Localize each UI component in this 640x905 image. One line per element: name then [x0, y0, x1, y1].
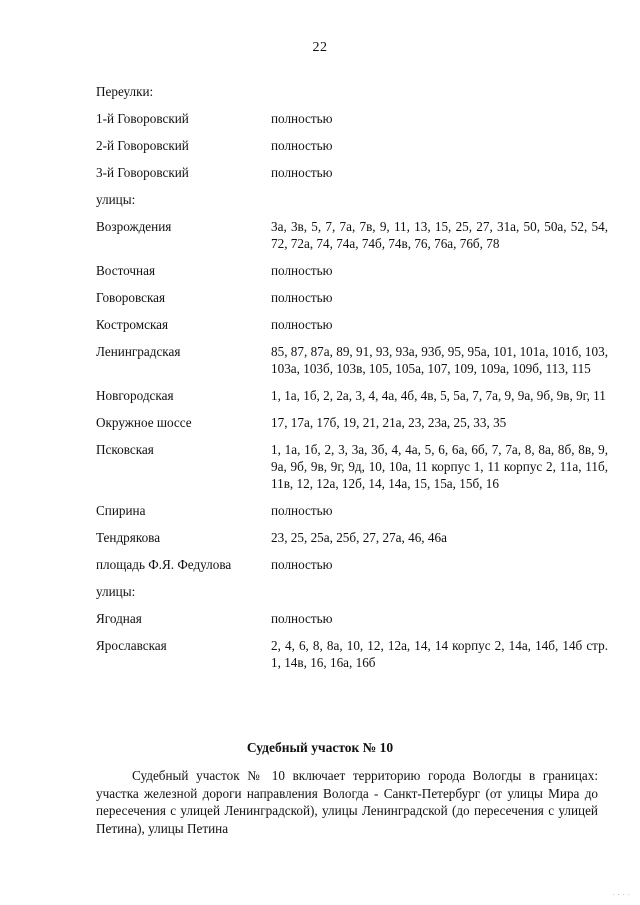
house-numbers: полностью	[271, 290, 333, 305]
section-label: улицы:	[96, 192, 136, 207]
house-numbers: полностью	[271, 611, 333, 626]
house-numbers: полностью	[271, 165, 333, 180]
section-label: улицы:	[96, 584, 136, 599]
street-row	[96, 110, 608, 127]
street-name: Ярославская	[96, 638, 167, 653]
street-row	[96, 414, 608, 431]
street-name: Костромская	[96, 317, 169, 332]
street-name: Говоровская	[96, 290, 166, 305]
street-row	[96, 289, 608, 306]
house-numbers: 85, 87, 87а, 89, 91, 93, 93а, 93б, 95, 95а, 101, 101а, 101б, 103, 103а, 103б, 103в, 105, 105а, 107, 109, 109а, 109б, 113, 115	[271, 344, 608, 376]
street-name: Новгородская	[96, 388, 174, 403]
street-name: Восточная	[96, 263, 156, 278]
street-row	[96, 529, 608, 546]
street-row	[96, 502, 608, 519]
street-name: Спирина	[96, 503, 146, 518]
street-row	[96, 556, 608, 573]
house-numbers: 3а, 3в, 5, 7, 7а, 7в, 9, 11, 13, 15, 25, 27, 31а, 50, 50а, 52, 54, 72, 72а, 74, 74а, 74б, 74в, 76, 76а, 76б, 78	[271, 219, 608, 251]
street-row	[96, 316, 608, 333]
house-numbers: полностью	[271, 557, 333, 572]
street-name: Тендрякова	[96, 530, 161, 545]
house-numbers: 2, 4, 6, 8, 8а, 10, 12, 12а, 14, 14 корпус 2, 14а, 14б, 14б стр. 1, 14в, 16, 16а, 16б	[271, 638, 608, 670]
street-row	[96, 343, 608, 377]
page-number: 22	[312, 40, 328, 55]
street-row	[96, 137, 608, 154]
house-numbers: полностью	[271, 317, 333, 332]
street-row	[96, 218, 608, 252]
street-name: 2-й Говоровский	[96, 138, 189, 153]
street-row	[96, 387, 608, 404]
street-name: площадь Ф.Я. Федулова	[96, 557, 232, 572]
street-name: Окружное шоссе	[96, 415, 192, 430]
street-row	[96, 610, 608, 627]
street-name: Псковская	[96, 442, 154, 457]
street-name: 3-й Говоровский	[96, 165, 189, 180]
street-row	[96, 637, 608, 671]
street-row	[96, 164, 608, 181]
house-numbers: 1, 1а, 1б, 2, 2а, 3, 4, 4а, 4б, 4в, 5, 5а, 7, 7а, 9, 9а, 9б, 9в, 9г, 11	[271, 388, 606, 403]
house-numbers: полностью	[271, 263, 333, 278]
house-numbers: 1, 1а, 1б, 2, 3, 3а, 3б, 4, 4а, 5, 6, 6а, 6б, 7, 7а, 8, 8а, 8б, 8в, 9, 9а, 9б, 9в, 9г, 9д, 10, 10а, 11 корпус 1, 11 корпус 2, 11а, 11б, 11в, 12, 12а, 12б, 14, 14а, 15, 15а, 15б, 16	[271, 442, 608, 491]
street-name: Возрождения	[96, 219, 172, 234]
section-heading: Судебный участок № 10	[246, 740, 394, 755]
street-name: Ленинградская	[96, 344, 181, 359]
house-numbers: полностью	[271, 503, 333, 518]
house-numbers: 23, 25, 25а, 25б, 27, 27а, 46, 46а	[271, 530, 447, 545]
house-numbers: полностью	[271, 111, 333, 126]
street-row	[96, 262, 608, 279]
body-paragraph: Судебный участок № 10 включает территорию города Вологды в границах: участка железной дороги направления Вологда - Санкт-Петербург (от улицы Мира до пересечения с улицей Ленинградской), улицы Ленинградской (до пересечения с улицей Петина), улицы Петина	[96, 768, 598, 836]
street-name: 1-й Говоровский	[96, 111, 189, 126]
section-label: Переулки:	[96, 84, 154, 99]
street-row	[96, 441, 608, 492]
street-list	[96, 83, 608, 681]
house-numbers: 17, 17а, 17б, 19, 21, 21а, 23, 23а, 25, 33, 35	[271, 415, 507, 430]
scan-mark: . . . .	[612, 888, 630, 897]
street-name: Ягодная	[96, 611, 142, 626]
house-numbers: полностью	[271, 138, 333, 153]
